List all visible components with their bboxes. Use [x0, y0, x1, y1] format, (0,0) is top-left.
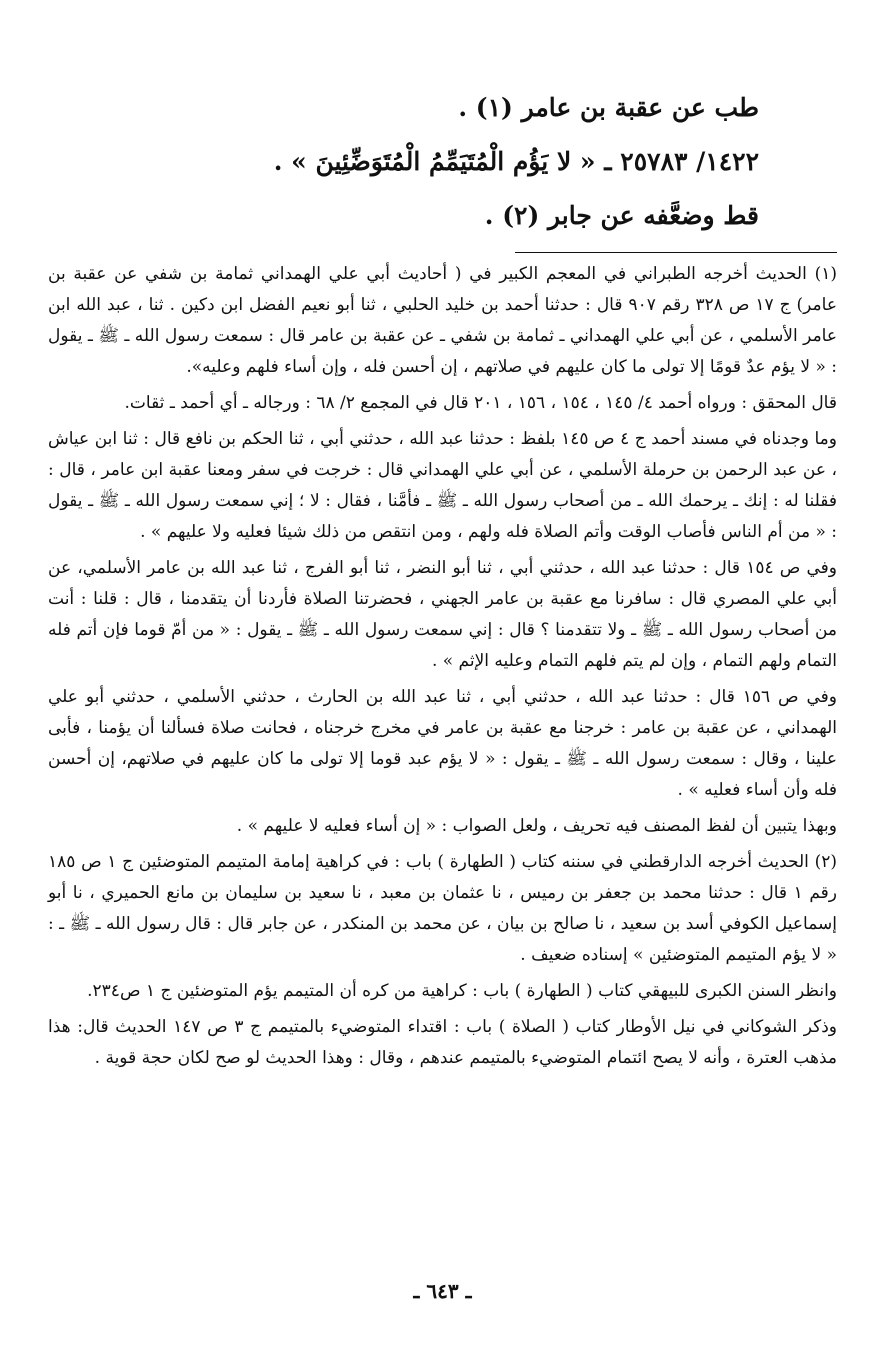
- footnote-1-paragraph-5: وفي ص ١٥٦ قال : حدثنا عبد الله ، حدثني أبي ، ثنا عبد الله بن الحارث ، حدثني الأسلمي ، حدثني أبو علي الهمداني ، عن عقبة بن عامر : خرجنا مع عقبة بن عامر في مخرج خرجناه ، فحانت صلاة فسألنا أن يؤمنا ، فأبى علينا ، وقال : سمعت رسول الله ـ ﷺ ـ يقول : « لا يؤم عبد قوما إلا تولى ما كان عليهم في صلاتهم، إن أحسن فله وأن أساء فعليه » .: [48, 687, 837, 800]
- footnote-2-paragraph-2: وانظر السنن الكبرى للبيهقي كتاب ( الطهارة ) باب : كراهية من كره أن المتيمم يؤم المتوضئين ج ١ ص٢٣٤.: [87, 981, 837, 1001]
- footnote-1-paragraph-4: وفي ص ١٥٤ قال : حدثنا عبد الله ، حدثني أبي ، ثنا أبو النضر ، ثنا أبو الفرج ، ثنا عبد الله بن عامر الأسلمي، عن أبي علي المصري قال : سافرنا مع عقبة بن عامر الجهني ، فحضرتنا الصلاة فأردنا أن يتقدمنا ، قال : قلنا : أنت من أصحاب رسول الله ـ ﷺ ـ ولا تتقدمنا ؟ قال : إني سمعت رسول الله ـ ﷺ ـ يقول : « من أمّ قوما فإن أتم فله التمام ولهم التمام ، وإن لم يتم فلهم التمام وعليه الإثم » .: [48, 558, 837, 671]
- footnote-2-paragraph-1: (٢) الحديث أخرجه الدارقطني في سننه كتاب ( الطهارة ) باب : في كراهية إمامة المتيمم المتوضئين ج ١ ص ١٨٥ رقم ١ قال : حدثنا محمد بن جعفر بن رميس ، نا عثمان بن معبد ، نا سعيد بن سليمان بن مانع الحميري ، نا أبو إسماعيل الكوفي أسد بن سعيد ، نا صالح بن بيان ، عن محمد بن المنكدر ، عن جابر قال : قال رسول الله ـ ﷺ ـ : « لا يؤم المتيمم المتوضئين » إسناده ضعيف .: [48, 852, 837, 965]
- footnote-1-paragraph-3: وما وجدناه في مسند أحمد ج ٤ ص ١٤٥ بلفظ : حدثنا عبد الله ، حدثني أبي ، ثنا الحكم بن نافع قال : ثنا ابن عياش ، عن عبد الرحمن بن حرملة الأسلمي ، عن أبي علي الهمداني قال : خرجت في سفر ومعنا عقبة ابن عامر ، قال : فقلنا له : إنك ـ يرحمك الله ـ من أصحاب رسول الله ـ ﷺ ـ فأمَّنا ، فقال : لا ؛ إني سمعت رسول الله ـ ﷺ ـ يقول : « من أم الناس فأصاب الوقت وأتم الصلاة فله ولهم ، ومن انتقص من ذلك شيئا فعليه ولا عليهم » .: [48, 429, 837, 542]
- footnote-1-paragraph-1: (١) الحديث أخرجه الطبراني في المعجم الكبير في ( أحاديث أبي علي الهمداني ثمامة بن شفي عن عقبة بن عامر) ج ١٧ ص ٣٢٨ رقم ٩٠٧ قال : حدثنا أحمد بن خليد الحلبي ، ثنا أبو نعيم الفضل ابن دكين . ثنا ، عبد الله ابن عامر الأسلمي ، عن أبي علي الهمداني ـ ثمامة بن شفي ـ عن عقبة بن عامر قال : سمعت رسول الله ـ ﷺ ـ يقول : « لا يؤم عدٌ قومًا إلا تولى ما كان عليهم في صلاتهم ، إن أحسن فله ، وإن أساء فلهم وعليه».: [48, 264, 837, 377]
- footnotes-block: [48, 259, 837, 1074]
- hadith-entry: ١٤٢٢/ ٢٥٧٨٣ ـ « لا يَؤُم الْمُتَيَمِّمُ الْمُتَوَضِّئِينَ » .: [273, 147, 759, 176]
- footnote-1-paragraph-6: وبهذا يتبين أن لفظ المصنف فيه تحريف ، ولعل الصواب : « إن أساء فعليه لا عليهم » .: [236, 816, 837, 836]
- main-text-block: [48, 90, 759, 234]
- footnote-2-paragraph-3: وذكر الشوكاني في نيل الأوطار كتاب ( الصلاة ) باب : اقتداء المتوضيء بالمتيمم ج ٣ ص ١٤٧ الحديث قال: هذا مذهب العترة ، وأنه لا يصح ائتمام المتوضيء بالمتيمم عندهم ، وقال : وهذا الحديث لو صح لكان حجة قوية .: [48, 1017, 837, 1068]
- page-number: ـ ٦٤٣ ـ: [413, 1279, 472, 1303]
- footnote-1-paragraph-2: قال المحقق : ورواه أحمد ٤/ ١٤٥ ، ١٥٤ ، ١٥٦ ، ٢٠١ قال في المجمع ٢/ ٦٨ : ورجاله ـ أي أحمد ـ ثقات.: [124, 393, 837, 413]
- main-line-1: طب عن عقبة بن عامر (١) .: [458, 93, 759, 122]
- main-line-3: قط وضعَّفه عن جابر (٢) .: [484, 201, 759, 230]
- footnote-divider: [515, 252, 837, 253]
